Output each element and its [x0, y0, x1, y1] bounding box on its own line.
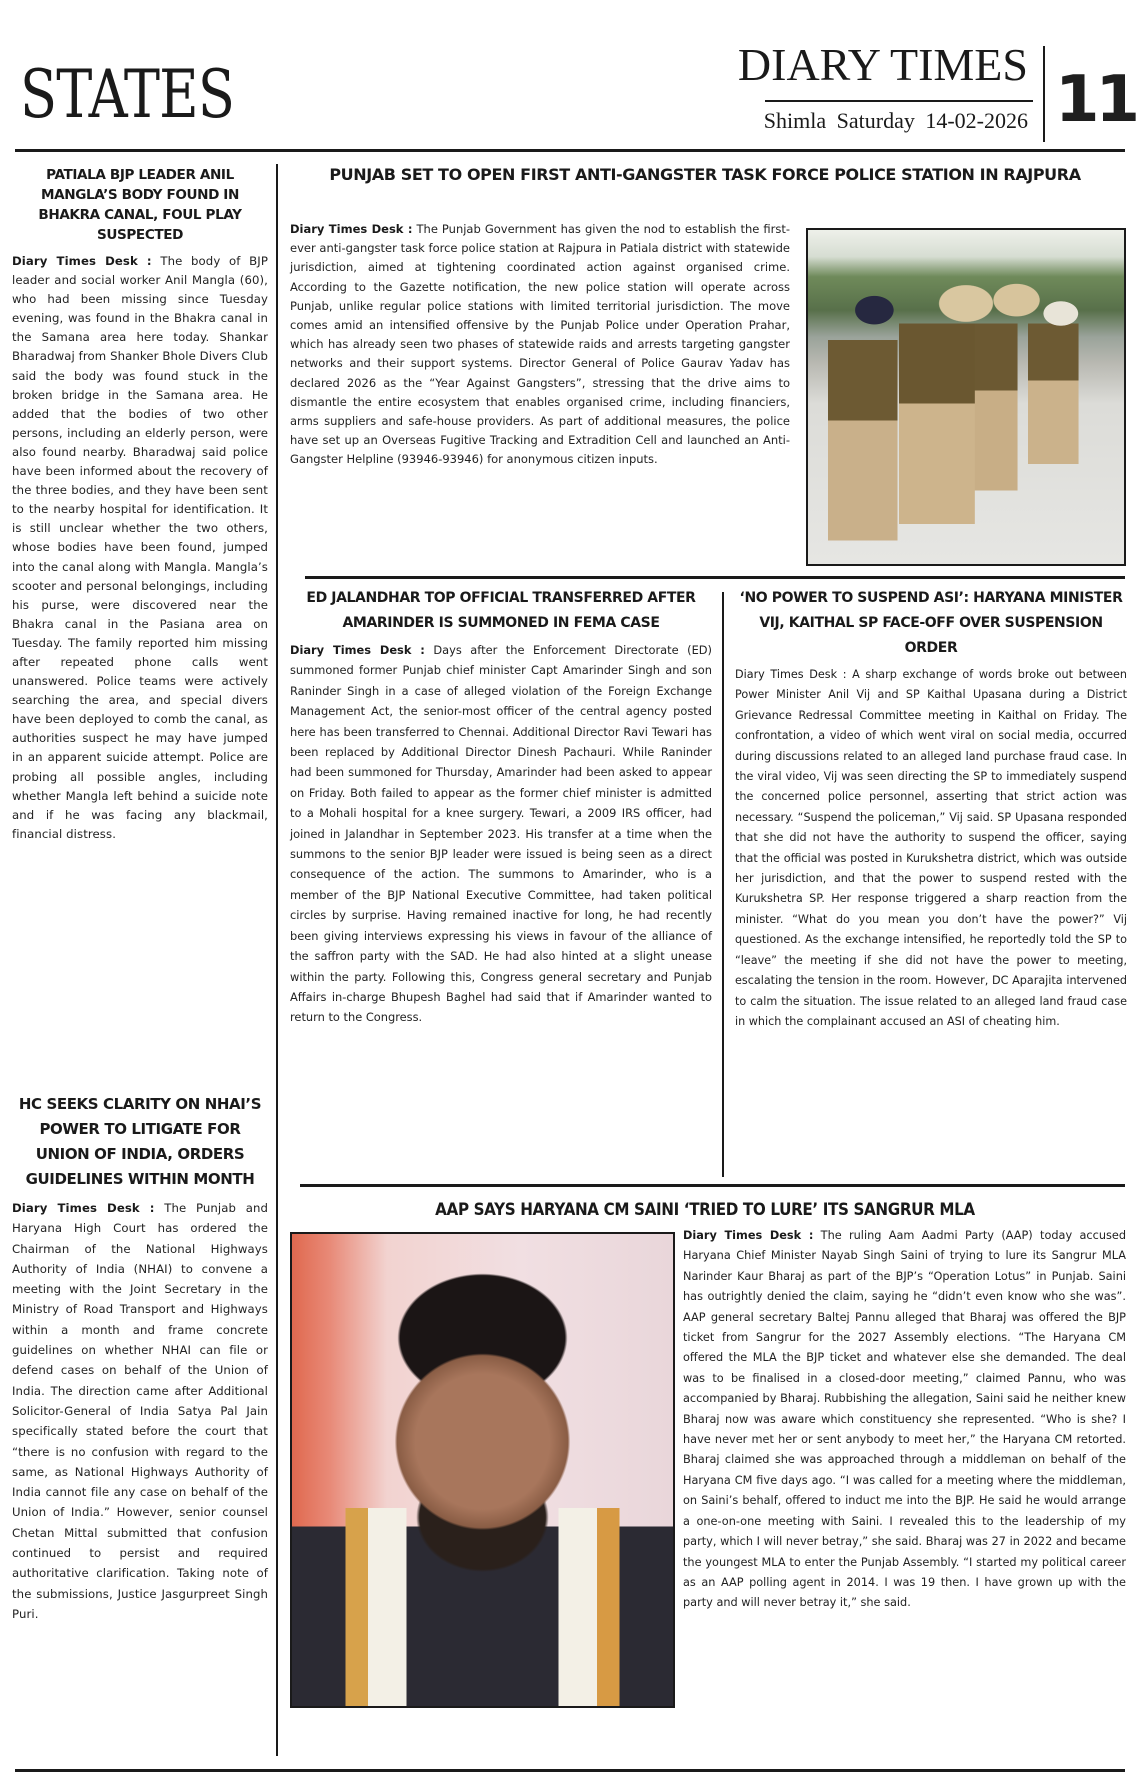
- article-body: [12, 252, 268, 844]
- edition-day: Saturday: [836, 108, 915, 133]
- section-rule: [305, 576, 1125, 579]
- article-byline: Diary Times Desk :: [735, 668, 847, 681]
- article-text: The ruling Aam Aadmi Party (AAP) today accused Haryana Chief Minister Nayab Singh Saini of trying to lure its Sangrur MLA Narinder Kaur Bharaj as part of the BJP’s “Operation Lotus” in Punjab. Saini has outrightly denied the claim, saying he “didn’t even know who she was”. AAP general secretary Baltej Pannu alleged that Bharaj was offered the BJP ticket from Sangrur for the 2027 Assembly elections. “The Haryana CM offered the MLA the BJP ticket and whatever else she demanded. The deal was to be finalised in a closed-door meeting,” claimed Pannu, who was accompanied by Bharaj. Rubbishing the allegation, Saini said he neither knew Bharaj now was aware which constituency she represented. “Who is she? I have never met her or sent anybody to meet her,” the Haryana CM retorted. Bharaj claimed she was approached through a middleman on behalf of the Haryana CM five days ago. “I was called for a meeting where the middleman, on Saini’s behalf, offered to induct me into the BJP. He said he would arrange a one-on-one meeting with Saini. I revealed this to the leadership of my party, which I will never betray,” she said. Bharaj was 27 in 2022 and became the youngest MLA to enter the Punjab Assembly. “I started my political career as an AAP polling agent in 2014. I was 19 then. I have grown up with the party and will never betray it,” she said.: [683, 1229, 1126, 1610]
- article-text: The Punjab and Haryana High Court has ordered the Chairman of the National Highways Authority of India (NHAI) to convene a meeting with the Joint Secretary in the Ministry of Road Transport and Highways within a month and frame concrete guidelines on whether NHAI can file or defend cases on behalf of the Union of India. The direction came after Additional Solicitor-General of India Satya Pal Jain specifically stated before the court that “there is no confusion with regard to the same, as National Highways Authority of India cannot file any case on behalf of the Union of India.” However, senior counsel Chetan Mittal submitted that confusion continued to persist and required authoritative clarification. Taking note of the submissions, Justice Jasgurpreet Singh Puri.: [12, 1201, 268, 1621]
- header-rule: [15, 149, 1125, 152]
- article-headline: HC SEEKS CLARITY ON NHAI’S POWER TO LITIGATE FOR UNION OF INDIA, ORDERS GUIDELINES WITHIN MONTH: [18, 1095, 262, 1188]
- article-patiala: [12, 165, 268, 844]
- article-body: [290, 640, 712, 1028]
- article-hc-nhai: [12, 1092, 268, 1624]
- article-text: Days after the Enforcement Directorate (ED) summoned former Punjab chief minister Capt Amarinder Singh and son Raninder Singh in a case of alleged violation of the Foreign Exchange Management Act, the senior-most officer of the central agency posted here has been transferred to Chennai. Additional Director Ravi Tewari has been replaced by Additional Director Dinesh Pachauri. While Raninder had been summoned for Thursday, Amarinder had been asked to appear on Friday. Both failed to appear as the former chief minister is admitted to a Mohali hospital for a knee surgery. Tewari, a 2009 IRS officer, had joined in Jalandhar in September 2023. His transfer at a time when the summons to the senior BJP leader were issued is being seen as a direct consequence of the action. The summons to Amarinder, who is a member of the BJP National Executive Committee, had taken political circles by surprise. Having remained inactive for long, he had recently been giving interviews expressing his views in favour of the alliance of the saffron party with the SAD. He had also hinted at a slight unease within the party. Following this, Congress general secretary and Punjab Affairs in-charge Bhupesh Baghel had said that if Amarinder wanted to return to the Congress.: [290, 643, 712, 1025]
- article-headline: AAP SAYS HARYANA CM SAINI ‘TRIED TO LURE’ ITS SANGRUR MLA: [435, 1200, 975, 1219]
- article-body: [290, 220, 790, 470]
- page-number: 11: [1055, 63, 1137, 137]
- article-headline: ED JALANDHAR TOP OFFICIAL TRANSFERRED AFTER AMARINDER IS SUMMONED IN FEMA CASE: [306, 590, 696, 631]
- article-text: The Punjab Government has given the nod to establish the first-ever anti-gangster task force police station at Rajpura in Patiala district with statewide jurisdiction, aimed at tightening coordinated action against organised crime. According to the Gazette notification, the new police station will operate across Punjab, unlike regular police stations with limited territorial jurisdiction. The move comes amid an intensified offensive by the Punjab Police under Operation Prahar, which has already seen two phases of statewide raids and arrests targeting gangster networks and their support systems. Director General of Police Gaurav Yadav has declared 2026 as the “Year Against Gangsters”, stressing that the drive aims to dismantle the entire ecosystem that enables organised crime, including financiers, arms suppliers and safe-house providers. As part of additional measures, the police have set up an Overseas Fugitive Tracking and Extradition Cell and launched an Anti-Gangster Helpline (93946-93946) for anonymous citizen inputs.: [290, 222, 791, 467]
- edition-city: Shimla: [763, 108, 827, 133]
- article-byline: Diary Times Desk :: [12, 254, 152, 268]
- edition-dateline: [764, 108, 1028, 134]
- article-body: [683, 1226, 1126, 1614]
- footer-rule: [15, 1769, 1125, 1772]
- article-body: [12, 1198, 268, 1624]
- masthead-rule: [765, 100, 1033, 102]
- left-column-divider: [276, 164, 278, 1756]
- article-text: A sharp exchange of words broke out between Power Minister Anil Vij and SP Kaithal Upasana during a District Grievance Redressal Committee meeting in Kaithal on Friday. The confrontation, a video of which went viral on social media, occurred during discussions related to an alleged land purchase fraud case. In the viral video, Vij was seen directing the SP to immediately suspend the concerned police personnel, asserting that strict action was necessary. “Suspend the policeman,” Vij said. SP Upasana responded that she did not have the authority to suspend the officer, saying that the official was posted in Kurukshetra district, which was outside her jurisdiction, and that the power to suspend rested with the Kurukshetra SP. Her response triggered a sharp reaction from the minister. “What do you mean you don’t have the power?” Vij questioned. As the exchange intensified, he reportedly told the SP to “leave” the meeting if she did not have the power to meeting, escalating the tension in the room. However, DC Aparajita intervened to calm the situation. The issue related to an alleged land fraud case in which the complainant accused an ASI of cheating him.: [735, 668, 1127, 1028]
- column-divider: [722, 592, 724, 1177]
- article-byline: Diary Times Desk :: [290, 643, 425, 657]
- masthead-divider: [1043, 46, 1045, 142]
- newspaper-name: DIARY TIMES: [737, 39, 1028, 90]
- edition-date: 14-02-2026: [925, 108, 1028, 133]
- article-text: The body of BJP leader and social worker Anil Mangla (60), who had been missing since Tuesday evening, was found in the Bhakra canal in the Samana area here today. Shankar Bharadwaj from Shanker Bhole Divers Club said the body was found stuck in the broken bridge in the Samana area. He added that the bodies of two other persons, including an elderly person, were also found nearby. Bharadwaj said police have been informed about the recovery of the three bodies, and they have been sent to the nearby hospital for identification. It is still unclear whether the two others, whose bodies have been found, jumped into the canal along with Mangla. Mangla’s scooter and personal belongings, including his purse, were discovered near the Bhakra canal in the Pasiana area on Tuesday. The family reported him missing after repeated phone calls went unanswered. Police teams were actively searching the area, and special divers have been deployed to comb the canal, as authorities suspect he may have jumped in an apparent suicide attempt. Police are probing all possible angles, including whether Mangla left behind a suicide note and if he was facing any blackmail, financial distress.: [12, 254, 268, 841]
- article-ed-jalandhar: [290, 586, 712, 1028]
- section-rule: [300, 1184, 1125, 1187]
- article-headline: PATIALA BJP LEADER ANIL MANGLA’S BODY FOUND IN BHAKRA CANAL, FOUL PLAY SUSPECTED: [38, 167, 242, 243]
- article-body: [735, 665, 1127, 1032]
- police-officers-photo: [806, 228, 1126, 566]
- article-punjab: [285, 162, 1125, 187]
- article-headline: ‘NO POWER TO SUSPEND ASI’: HARYANA MINISTER VIJ, KAITHAL SP FACE-OFF OVER SUSPENSION ORDER: [739, 590, 1123, 656]
- article-headline: PUNJAB SET TO OPEN FIRST ANTI-GANGSTER TASK FORCE POLICE STATION IN RAJPURA: [329, 165, 1081, 184]
- article-byline: Diary Times Desk :: [290, 222, 413, 236]
- section-title: STATES: [20, 56, 235, 133]
- article-haryana-vij: [735, 586, 1127, 1032]
- article-byline: Diary Times Desk :: [12, 1201, 155, 1215]
- saini-portrait-photo: [290, 1232, 675, 1708]
- article-byline: Diary Times Desk :: [683, 1229, 814, 1242]
